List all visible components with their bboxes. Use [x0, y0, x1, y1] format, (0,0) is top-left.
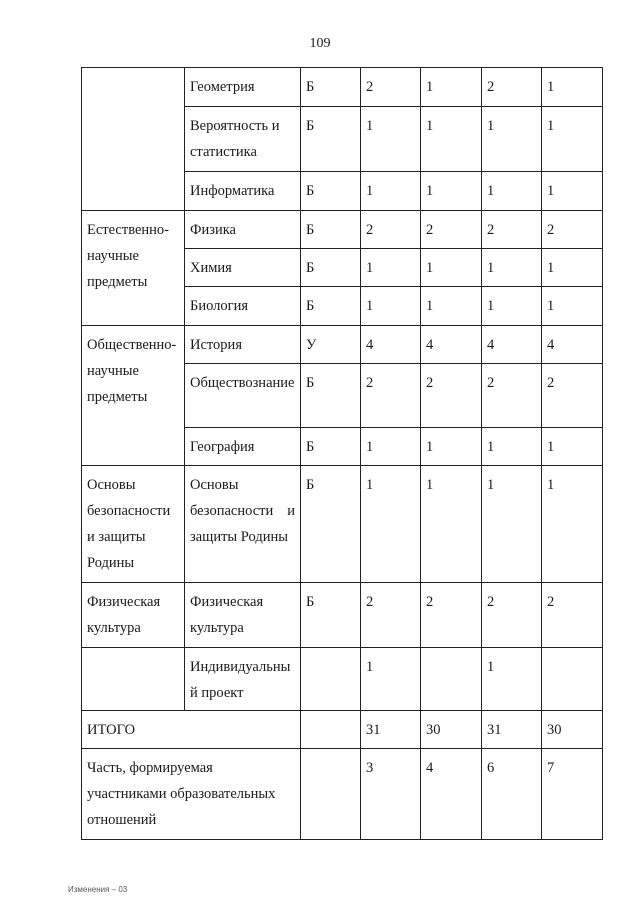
subject-name: История: [185, 326, 301, 364]
subject-name: Информатика: [185, 172, 301, 211]
page-number: 109: [309, 36, 331, 51]
hours-cell: 1: [361, 249, 421, 287]
hours-cell: 4: [421, 326, 482, 364]
hours-cell: 31: [482, 711, 542, 749]
level-cell: У: [301, 326, 361, 364]
subject-name: Индивидуальный проект: [185, 648, 301, 711]
table-row: [82, 583, 603, 648]
subject-name: Химия: [185, 249, 301, 287]
curriculum-table: [81, 67, 603, 840]
level-cell: Б: [301, 249, 361, 287]
hours-cell: 2: [361, 583, 421, 648]
hours-cell: 4: [421, 749, 482, 840]
hours-cell: 2: [421, 364, 482, 428]
hours-cell: 30: [542, 711, 603, 749]
hours-cell: 1: [421, 107, 482, 172]
level-cell: Б: [301, 364, 361, 428]
subject-area-cell: Естественно-научные предметы: [82, 211, 185, 326]
hours-cell: 1: [482, 249, 542, 287]
level-cell: [301, 749, 361, 840]
subject-name: Обществознание: [185, 364, 301, 428]
hours-cell: 1: [542, 107, 603, 172]
hours-cell: 2: [542, 364, 603, 428]
hours-cell: 4: [482, 326, 542, 364]
hours-cell: 1: [542, 249, 603, 287]
subject-area-cell: Основы безопасности и защиты Родины: [82, 466, 185, 583]
hours-cell: 2: [361, 68, 421, 107]
level-cell: Б: [301, 107, 361, 172]
subject-name: География: [185, 428, 301, 466]
hours-cell: 4: [361, 326, 421, 364]
table-row: [82, 466, 603, 583]
hours-cell: 1: [421, 287, 482, 326]
hours-cell: 1: [542, 287, 603, 326]
subject-name: Вероятность и статистика: [185, 107, 301, 172]
participants-label: Часть, формируемая участниками образовательных отношений: [82, 749, 301, 840]
subject-name: Основы безопасности и защиты Родины: [185, 466, 301, 583]
table-row: [82, 68, 603, 107]
subject-area-cell: [82, 648, 185, 711]
hours-cell: 2: [482, 583, 542, 648]
hours-cell: 1: [482, 172, 542, 211]
hours-cell: 1: [482, 287, 542, 326]
hours-cell: 1: [361, 287, 421, 326]
level-cell: Б: [301, 287, 361, 326]
hours-cell: 31: [361, 711, 421, 749]
subject-name: Биология: [185, 287, 301, 326]
level-cell: Б: [301, 583, 361, 648]
hours-cell: 1: [482, 107, 542, 172]
hours-cell: 1: [542, 172, 603, 211]
hours-cell: 1: [361, 172, 421, 211]
hours-cell: 2: [421, 583, 482, 648]
level-cell: Б: [301, 172, 361, 211]
hours-cell: 1: [421, 466, 482, 583]
hours-cell: 1: [542, 466, 603, 583]
participants-row: [82, 749, 603, 840]
hours-cell: 30: [421, 711, 482, 749]
hours-cell: 2: [361, 211, 421, 249]
hours-cell: 1: [542, 68, 603, 107]
total-label: ИТОГО: [82, 711, 301, 749]
hours-cell: 2: [482, 364, 542, 428]
hours-cell: 2: [482, 68, 542, 107]
hours-cell: 1: [361, 107, 421, 172]
subject-area-cell: Физическая культура: [82, 583, 185, 648]
hours-cell: 1: [361, 428, 421, 466]
hours-cell: 1: [421, 249, 482, 287]
hours-cell: 1: [421, 428, 482, 466]
level-cell: Б: [301, 466, 361, 583]
level-cell: [301, 648, 361, 711]
hours-cell: 1: [421, 68, 482, 107]
hours-cell: 1: [482, 428, 542, 466]
table-row: [82, 648, 603, 711]
table-row: [82, 326, 603, 364]
hours-cell: 3: [361, 749, 421, 840]
hours-cell: 1: [482, 648, 542, 711]
hours-cell: 2: [361, 364, 421, 428]
hours-cell: 2: [421, 211, 482, 249]
footer-note: Изменения – 03: [68, 885, 128, 894]
level-cell: Б: [301, 211, 361, 249]
hours-cell: [421, 648, 482, 711]
level-cell: Б: [301, 68, 361, 107]
subject-area-cell: Общественно-научные предметы: [82, 326, 185, 466]
hours-cell: 2: [542, 583, 603, 648]
subject-name: Физика: [185, 211, 301, 249]
subject-name: Геометрия: [185, 68, 301, 107]
table-row: [82, 211, 603, 249]
level-cell: Б: [301, 428, 361, 466]
hours-cell: 1: [361, 648, 421, 711]
hours-cell: 1: [542, 428, 603, 466]
hours-cell: 1: [421, 172, 482, 211]
hours-cell: 1: [361, 466, 421, 583]
hours-cell: 2: [542, 211, 603, 249]
subject-area-cell: [82, 68, 185, 211]
hours-cell: 4: [542, 326, 603, 364]
hours-cell: 1: [482, 466, 542, 583]
hours-cell: 7: [542, 749, 603, 840]
total-row: [82, 711, 603, 749]
level-cell: [301, 711, 361, 749]
hours-cell: 2: [482, 211, 542, 249]
subject-name: Физическая культура: [185, 583, 301, 648]
hours-cell: 6: [482, 749, 542, 840]
hours-cell: [542, 648, 603, 711]
